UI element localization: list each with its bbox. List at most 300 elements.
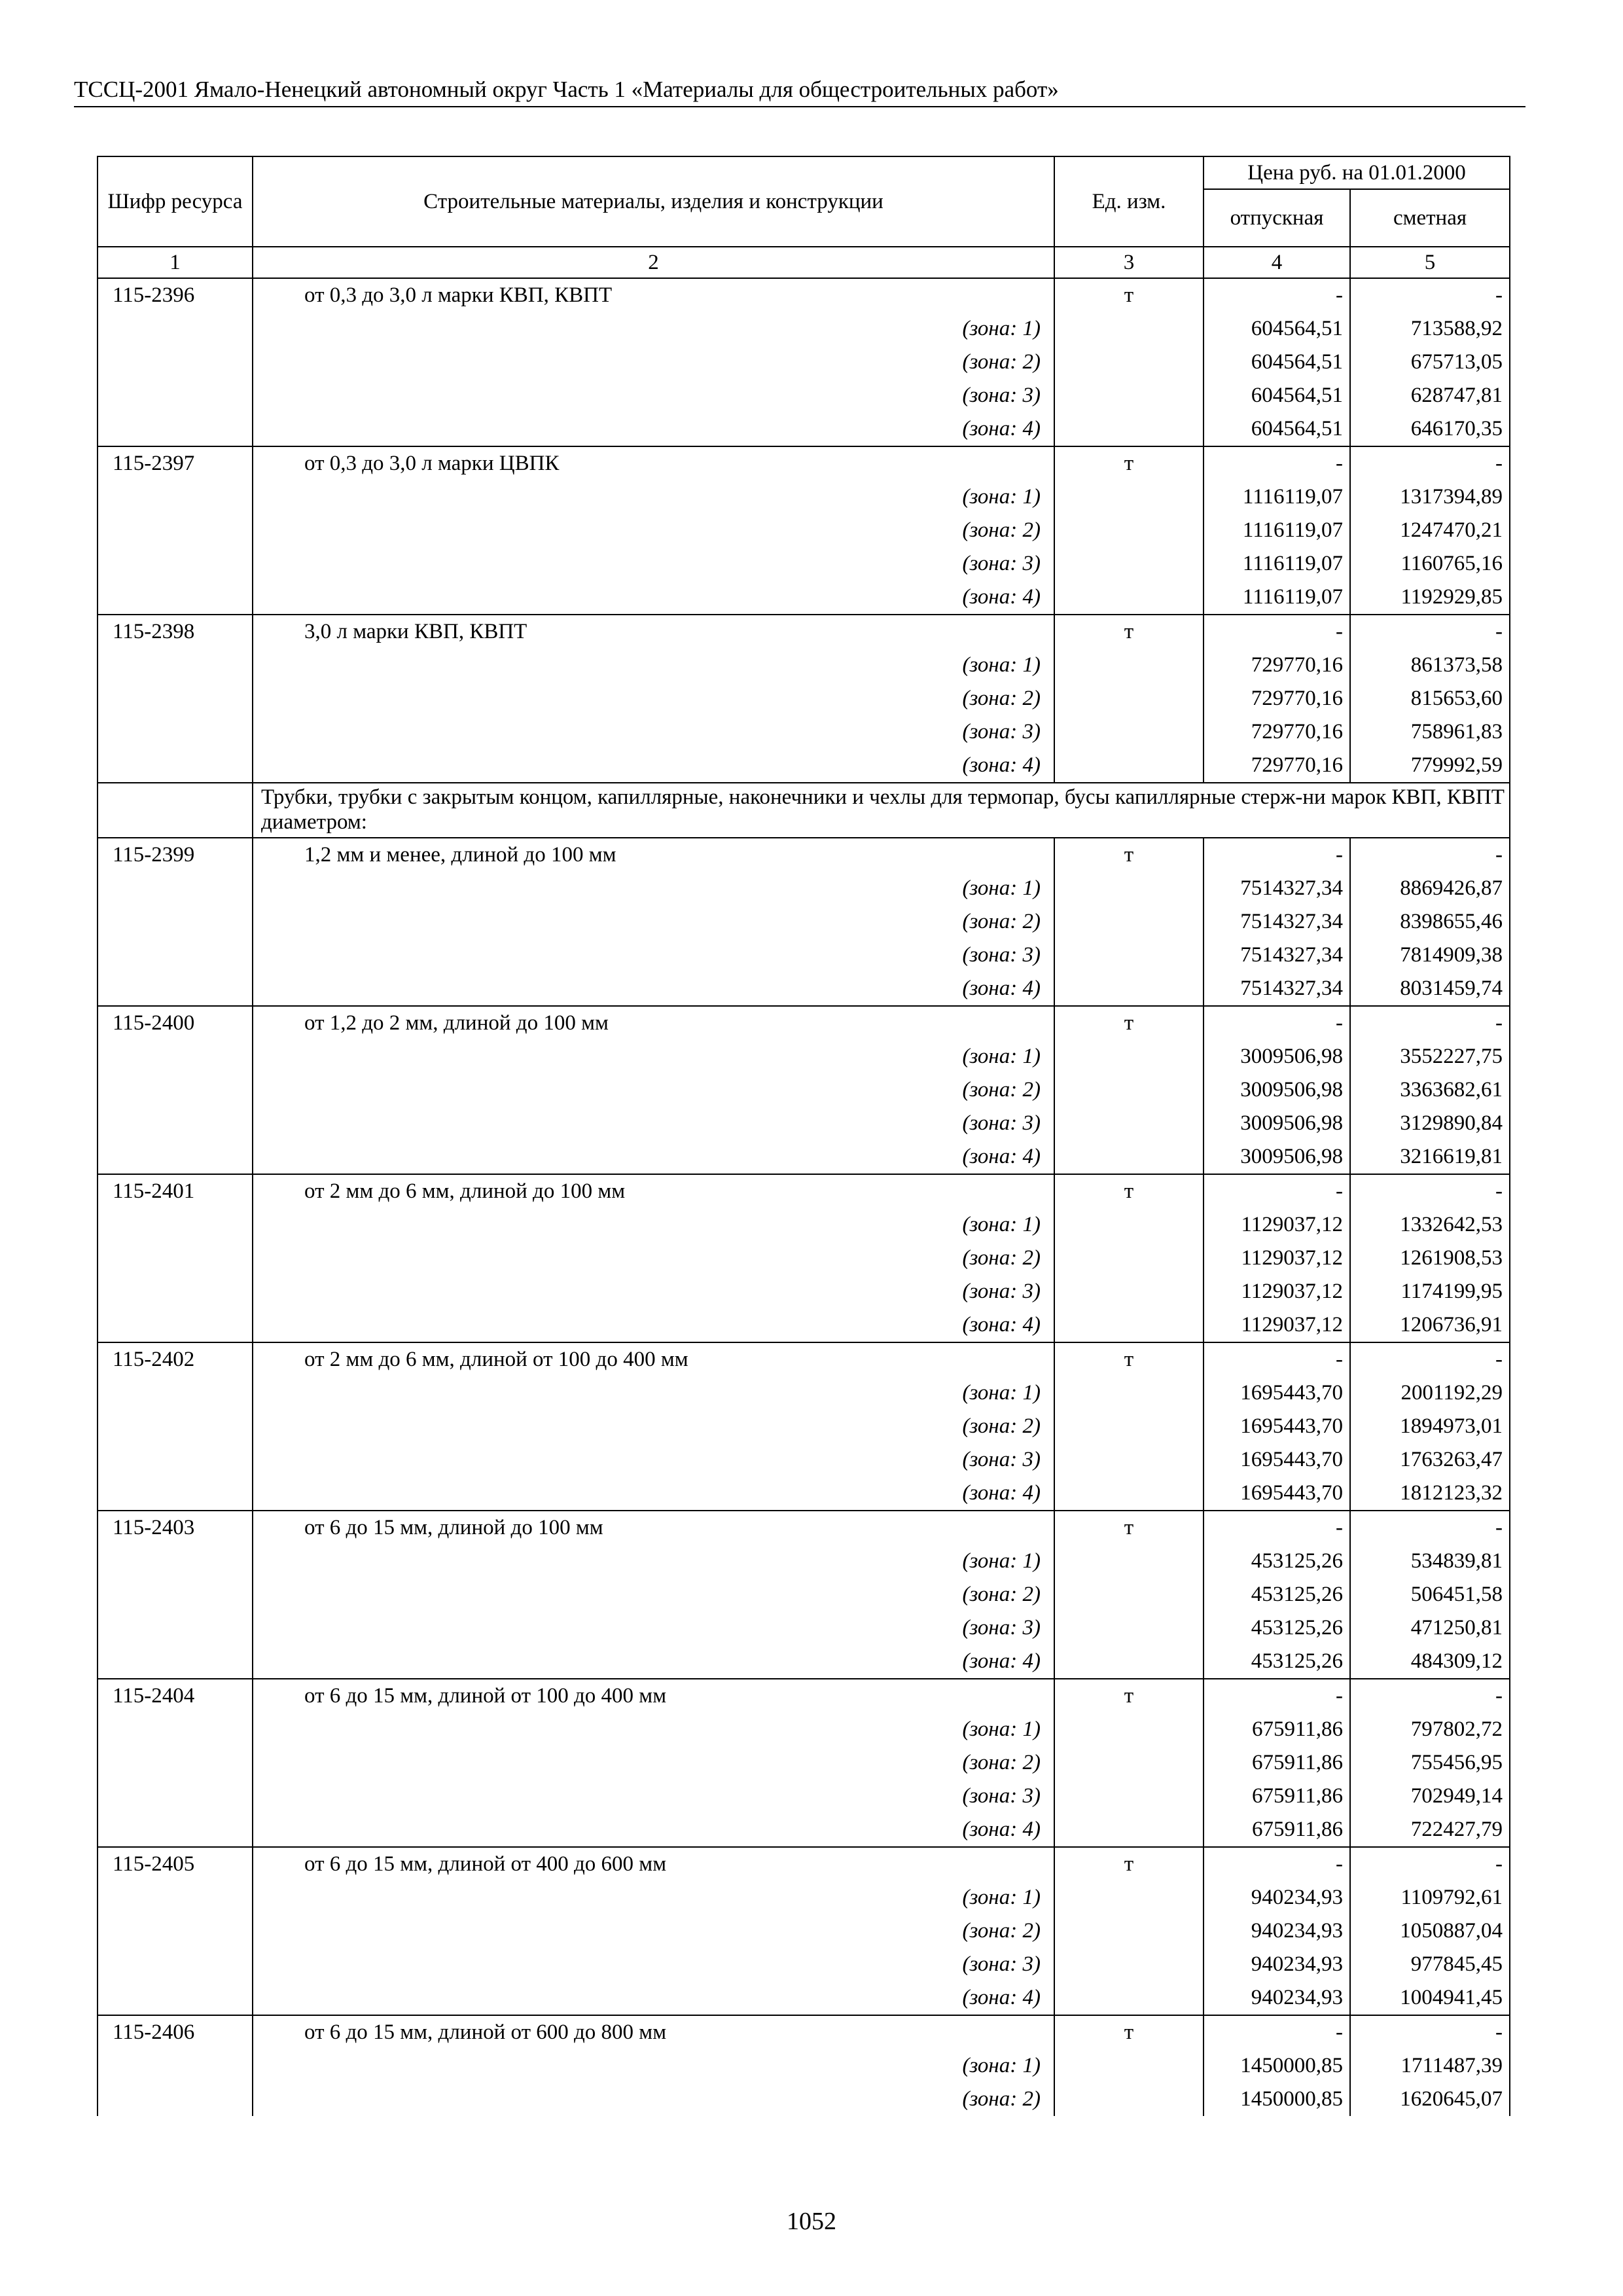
table-cell-empty <box>98 1477 253 1511</box>
table-cell-empty <box>98 1545 253 1578</box>
release-price-cell: 7514327,34 <box>1204 972 1350 1006</box>
table-cell-empty <box>1054 1948 1204 1981</box>
table-cell-empty <box>98 872 253 905</box>
estimate-price-cell: 8031459,74 <box>1350 972 1510 1006</box>
unit-cell: т <box>1054 838 1204 872</box>
table-cell-empty <box>1054 2049 1204 2083</box>
table-cell-empty <box>98 1073 253 1107</box>
price-table <box>97 156 1510 2116</box>
release-price-cell: 940234,93 <box>1204 1981 1350 2015</box>
estimate-price-cell: 815653,60 <box>1350 682 1510 715</box>
table-cell-empty <box>1054 1645 1204 1679</box>
table-row-item <box>98 2015 1510 2049</box>
table-cell-empty <box>1054 1140 1204 1174</box>
estimate-price-cell: 2001192,29 <box>1350 1376 1510 1410</box>
estimate-price-cell: - <box>1350 615 1510 649</box>
estimate-price-cell: 646170,35 <box>1350 412 1510 446</box>
estimate-price-cell: 702949,14 <box>1350 1780 1510 1813</box>
table-cell-empty <box>1054 1881 1204 1914</box>
table-cell-empty <box>1054 312 1204 346</box>
table-cell-empty <box>1054 1208 1204 1242</box>
table-row-zone <box>98 1040 1510 1073</box>
estimate-price-cell: 3363682,61 <box>1350 1073 1510 1107</box>
table-cell-empty <box>1054 1242 1204 1275</box>
estimate-price-cell: - <box>1350 1679 1510 1713</box>
table-cell-empty <box>1054 1746 1204 1780</box>
release-price-cell: 729770,16 <box>1204 649 1350 682</box>
estimate-price-cell: 722427,79 <box>1350 1813 1510 1847</box>
table-row-zone <box>98 1376 1510 1410</box>
zone-label: (зона: 2) <box>253 1746 1054 1780</box>
table-cell-empty <box>98 715 253 749</box>
table-row-zone <box>98 1275 1510 1308</box>
estimate-price-cell: 1763263,47 <box>1350 1443 1510 1477</box>
material-name: от 0,3 до 3,0 л марки КВП, КВПТ <box>253 278 1054 312</box>
release-price-cell: 940234,93 <box>1204 1914 1350 1948</box>
table-cell-empty <box>1054 1443 1204 1477</box>
table-cell-empty <box>1054 872 1204 905</box>
unit-cell: т <box>1054 446 1204 480</box>
release-price-cell: 7514327,34 <box>1204 939 1350 972</box>
estimate-price-cell: 755456,95 <box>1350 1746 1510 1780</box>
zone-label: (зона: 2) <box>253 682 1054 715</box>
zone-label: (зона: 3) <box>253 547 1054 581</box>
release-price-cell: 604564,51 <box>1204 312 1350 346</box>
zone-label: (зона: 1) <box>253 1040 1054 1073</box>
column-header-release-price: отпускная <box>1204 189 1350 247</box>
table-row-zone <box>98 1746 1510 1780</box>
release-price-cell: - <box>1204 446 1350 480</box>
table-cell-empty <box>1054 581 1204 615</box>
table-row-zone <box>98 1914 1510 1948</box>
estimate-price-cell: - <box>1350 1847 1510 1881</box>
table-row-zone <box>98 514 1510 547</box>
table-row-item <box>98 615 1510 649</box>
group-heading-row <box>98 783 1510 838</box>
unit-cell: т <box>1054 1006 1204 1040</box>
table-cell-empty <box>1054 514 1204 547</box>
zone-label: (зона: 4) <box>253 581 1054 615</box>
estimate-price-cell: 484309,12 <box>1350 1645 1510 1679</box>
table-row-zone <box>98 872 1510 905</box>
estimate-price-cell: 861373,58 <box>1350 649 1510 682</box>
estimate-price-cell: 471250,81 <box>1350 1611 1510 1645</box>
table-row-zone <box>98 1578 1510 1611</box>
table-cell-empty <box>98 1107 253 1140</box>
table-cell-empty <box>1054 715 1204 749</box>
release-price-cell: 729770,16 <box>1204 715 1350 749</box>
table-row-zone <box>98 1073 1510 1107</box>
table-cell-empty <box>98 2083 253 2116</box>
column-number: 3 <box>1054 247 1204 278</box>
table-row-item <box>98 446 1510 480</box>
release-price-cell: 1129037,12 <box>1204 1242 1350 1275</box>
resource-code: 115-2405 <box>98 1847 253 1881</box>
table-row-zone <box>98 1140 1510 1174</box>
table-cell-empty <box>1054 480 1204 514</box>
zone-label: (зона: 4) <box>253 1477 1054 1511</box>
table-cell-empty <box>1054 905 1204 939</box>
table-row-zone <box>98 1948 1510 1981</box>
release-price-cell: 453125,26 <box>1204 1611 1350 1645</box>
table-cell-empty <box>98 972 253 1006</box>
table-cell-empty <box>1054 1780 1204 1813</box>
resource-code: 115-2406 <box>98 2015 253 2049</box>
table-cell-empty <box>98 1981 253 2015</box>
release-price-cell: 1695443,70 <box>1204 1443 1350 1477</box>
release-price-cell: 1129037,12 <box>1204 1208 1350 1242</box>
zone-label: (зона: 3) <box>253 715 1054 749</box>
material-name: от 2 мм до 6 мм, длиной до 100 мм <box>253 1174 1054 1208</box>
page-header-title: ТССЦ-2001 Ямало-Ненецкий автономный округ Часть 1 «Материалы для общестроительных работ» <box>74 77 1059 102</box>
material-name: от 0,3 до 3,0 л марки ЦВПК <box>253 446 1054 480</box>
table-row-item <box>98 1174 1510 1208</box>
zone-label: (зона: 4) <box>253 1981 1054 2015</box>
zone-label: (зона: 1) <box>253 480 1054 514</box>
table-row-item <box>98 1679 1510 1713</box>
table-cell-empty <box>1054 1545 1204 1578</box>
estimate-price-cell: - <box>1350 838 1510 872</box>
table-cell-empty <box>1054 1813 1204 1847</box>
table-row-item <box>98 1006 1510 1040</box>
table-cell-empty <box>98 1208 253 1242</box>
unit-cell: т <box>1054 278 1204 312</box>
release-price-cell: - <box>1204 1342 1350 1376</box>
estimate-price-cell: 534839,81 <box>1350 1545 1510 1578</box>
zone-label: (зона: 1) <box>253 872 1054 905</box>
estimate-price-cell: 1192929,85 <box>1350 581 1510 615</box>
release-price-cell: 1116119,07 <box>1204 581 1350 615</box>
table-row-zone <box>98 1208 1510 1242</box>
zone-label: (зона: 4) <box>253 1645 1054 1679</box>
release-price-cell: 453125,26 <box>1204 1645 1350 1679</box>
table-cell-empty <box>98 1611 253 1645</box>
estimate-price-cell: 1711487,39 <box>1350 2049 1510 2083</box>
table-row-item <box>98 1847 1510 1881</box>
estimate-price-cell: 713588,92 <box>1350 312 1510 346</box>
table-cell-empty <box>1054 1713 1204 1746</box>
release-price-cell: 1129037,12 <box>1204 1275 1350 1308</box>
table-cell-empty <box>1054 1073 1204 1107</box>
table-row-zone <box>98 649 1510 682</box>
table-cell-empty <box>98 379 253 412</box>
release-price-cell: 3009506,98 <box>1204 1140 1350 1174</box>
release-price-cell: - <box>1204 2015 1350 2049</box>
table-cell-empty <box>98 346 253 379</box>
table-cell-empty <box>98 783 253 838</box>
zone-label: (зона: 1) <box>253 312 1054 346</box>
zone-label: (зона: 3) <box>253 1275 1054 1308</box>
estimate-price-cell: 1160765,16 <box>1350 547 1510 581</box>
release-price-cell: 1116119,07 <box>1204 480 1350 514</box>
table-cell-empty <box>1054 682 1204 715</box>
table-cell-empty <box>1054 1040 1204 1073</box>
release-price-cell: - <box>1204 615 1350 649</box>
estimate-price-cell: 1247470,21 <box>1350 514 1510 547</box>
estimate-price-cell: 1894973,01 <box>1350 1410 1510 1443</box>
column-number: 4 <box>1204 247 1350 278</box>
release-price-cell: - <box>1204 1679 1350 1713</box>
estimate-price-cell: 758961,83 <box>1350 715 1510 749</box>
resource-code: 115-2403 <box>98 1511 253 1545</box>
table-cell-empty <box>1054 939 1204 972</box>
estimate-price-cell: 506451,58 <box>1350 1578 1510 1611</box>
zone-label: (зона: 4) <box>253 1813 1054 1847</box>
table-cell-empty <box>98 514 253 547</box>
estimate-price-cell: 1174199,95 <box>1350 1275 1510 1308</box>
release-price-cell: 1129037,12 <box>1204 1308 1350 1342</box>
table-row-zone <box>98 1813 1510 1847</box>
zone-label: (зона: 2) <box>253 2083 1054 2116</box>
table-cell-empty <box>98 1813 253 1847</box>
group-heading-text: Трубки, трубки с закрытым концом, капиллярные, наконечники и чехлы для термопар, бусы капиллярные стерж-ни марок КВП, КВПТ диаметром: <box>253 783 1510 838</box>
table-row-zone <box>98 1780 1510 1813</box>
table-body-after-group <box>98 838 1510 2116</box>
zone-label: (зона: 2) <box>253 905 1054 939</box>
table-cell-empty <box>98 1242 253 1275</box>
zone-label: (зона: 2) <box>253 1073 1054 1107</box>
table-cell-empty <box>98 1746 253 1780</box>
table-row-zone <box>98 972 1510 1006</box>
unit-cell: т <box>1054 1847 1204 1881</box>
estimate-price-cell: 3552227,75 <box>1350 1040 1510 1073</box>
estimate-price-cell: 7814909,38 <box>1350 939 1510 972</box>
material-name: от 6 до 15 мм, длиной от 100 до 400 мм <box>253 1679 1054 1713</box>
table-row-zone <box>98 1242 1510 1275</box>
table-row-zone <box>98 1881 1510 1914</box>
table-cell-empty <box>1054 412 1204 446</box>
table-cell-empty <box>98 1881 253 1914</box>
table-cell-empty <box>98 1040 253 1073</box>
unit-cell: т <box>1054 2015 1204 2049</box>
column-header-unit: Ед. изм. <box>1054 156 1204 247</box>
table-cell-empty <box>98 905 253 939</box>
table-cell-empty <box>1054 346 1204 379</box>
table-cell-empty <box>98 649 253 682</box>
material-name: от 6 до 15 мм, длиной до 100 мм <box>253 1511 1054 1545</box>
estimate-price-cell: - <box>1350 1174 1510 1208</box>
header-rule <box>74 106 1525 107</box>
zone-label: (зона: 1) <box>253 649 1054 682</box>
release-price-cell: 3009506,98 <box>1204 1073 1350 1107</box>
table-row-item <box>98 1511 1510 1545</box>
table-cell-empty <box>1054 1376 1204 1410</box>
table-cell-empty <box>98 581 253 615</box>
table-cell-empty <box>1054 1477 1204 1511</box>
material-name: от 6 до 15 мм, длиной от 400 до 600 мм <box>253 1847 1054 1881</box>
estimate-price-cell: 1620645,07 <box>1350 2083 1510 2116</box>
table-cell-empty <box>98 1443 253 1477</box>
table-cell-empty <box>98 682 253 715</box>
zone-label: (зона: 1) <box>253 1545 1054 1578</box>
release-price-cell: 675911,86 <box>1204 1780 1350 1813</box>
release-price-cell: - <box>1204 1847 1350 1881</box>
zone-label: (зона: 3) <box>253 1780 1054 1813</box>
release-price-cell: 675911,86 <box>1204 1813 1350 1847</box>
table-cell-empty <box>98 749 253 783</box>
table-cell-empty <box>1054 1578 1204 1611</box>
estimate-price-cell: 3129890,84 <box>1350 1107 1510 1140</box>
release-price-cell: 1450000,85 <box>1204 2083 1350 2116</box>
table-cell-empty <box>1054 547 1204 581</box>
table-row-item <box>98 278 1510 312</box>
table-cell-empty <box>98 1780 253 1813</box>
zone-label: (зона: 2) <box>253 346 1054 379</box>
estimate-price-cell: 1206736,91 <box>1350 1308 1510 1342</box>
table-cell-empty <box>1054 1914 1204 1948</box>
table-row-zone <box>98 1477 1510 1511</box>
zone-label: (зона: 1) <box>253 2049 1054 2083</box>
resource-code: 115-2400 <box>98 1006 253 1040</box>
page-number: 1052 <box>787 2208 836 2235</box>
table-row-zone <box>98 749 1510 783</box>
estimate-price-cell: - <box>1350 278 1510 312</box>
table-row-zone <box>98 346 1510 379</box>
table-cell-empty <box>98 1308 253 1342</box>
table-row-zone <box>98 1410 1510 1443</box>
table-row-zone <box>98 1545 1510 1578</box>
zone-label: (зона: 2) <box>253 1578 1054 1611</box>
table-cell-empty <box>1054 972 1204 1006</box>
release-price-cell: 675911,86 <box>1204 1713 1350 1746</box>
zone-label: (зона: 3) <box>253 1107 1054 1140</box>
zone-label: (зона: 3) <box>253 379 1054 412</box>
release-price-cell: 729770,16 <box>1204 749 1350 783</box>
table-row-zone <box>98 1443 1510 1477</box>
zone-label: (зона: 2) <box>253 1914 1054 1948</box>
table-row-zone <box>98 682 1510 715</box>
resource-code: 115-2396 <box>98 278 253 312</box>
table-row-zone <box>98 412 1510 446</box>
zone-label: (зона: 3) <box>253 1948 1054 1981</box>
estimate-price-cell: 977845,45 <box>1350 1948 1510 1981</box>
table-row-zone <box>98 581 1510 615</box>
table-body-before-group <box>98 278 1510 783</box>
table-cell-empty <box>1054 379 1204 412</box>
table-cell-empty <box>98 312 253 346</box>
release-price-cell: 3009506,98 <box>1204 1040 1350 1073</box>
zone-label: (зона: 3) <box>253 1611 1054 1645</box>
zone-label: (зона: 1) <box>253 1713 1054 1746</box>
table-cell-empty <box>1054 1410 1204 1443</box>
release-price-cell: 453125,26 <box>1204 1578 1350 1611</box>
estimate-price-cell: 675713,05 <box>1350 346 1510 379</box>
table-cell-empty <box>1054 749 1204 783</box>
table-cell-empty <box>98 1645 253 1679</box>
table-cell-empty <box>1054 1981 1204 2015</box>
table-cell-empty <box>98 1275 253 1308</box>
column-header-code: Шифр ресурса <box>98 156 253 247</box>
release-price-cell: - <box>1204 838 1350 872</box>
table-row-zone <box>98 939 1510 972</box>
table-row-zone <box>98 1611 1510 1645</box>
table-row-zone <box>98 1713 1510 1746</box>
release-price-cell: 940234,93 <box>1204 1881 1350 1914</box>
table-cell-empty <box>98 1713 253 1746</box>
unit-cell: т <box>1054 1342 1204 1376</box>
zone-label: (зона: 4) <box>253 972 1054 1006</box>
estimate-price-cell: - <box>1350 1511 1510 1545</box>
zone-label: (зона: 2) <box>253 1242 1054 1275</box>
zone-label: (зона: 4) <box>253 1140 1054 1174</box>
estimate-price-cell: 1332642,53 <box>1350 1208 1510 1242</box>
table-row-item <box>98 1342 1510 1376</box>
table-row-zone <box>98 2083 1510 2116</box>
estimate-price-cell: 3216619,81 <box>1350 1140 1510 1174</box>
table-cell-empty <box>1054 1275 1204 1308</box>
material-name: 1,2 мм и менее, длиной до 100 мм <box>253 838 1054 872</box>
estimate-price-cell: 8398655,46 <box>1350 905 1510 939</box>
table-group-heading-section <box>98 783 1510 838</box>
table-cell-empty <box>98 1376 253 1410</box>
table-cell-empty <box>1054 649 1204 682</box>
table-cell-empty <box>98 1914 253 1948</box>
column-header-name: Строительные материалы, изделия и конструкции <box>253 156 1054 247</box>
table-cell-empty <box>98 480 253 514</box>
release-price-cell: 729770,16 <box>1204 682 1350 715</box>
release-price-cell: 3009506,98 <box>1204 1107 1350 1140</box>
estimate-price-cell: 8869426,87 <box>1350 872 1510 905</box>
release-price-cell: 453125,26 <box>1204 1545 1350 1578</box>
table-row-zone <box>98 1107 1510 1140</box>
release-price-cell: - <box>1204 278 1350 312</box>
zone-label: (зона: 1) <box>253 1376 1054 1410</box>
release-price-cell: 604564,51 <box>1204 379 1350 412</box>
material-name: от 6 до 15 мм, длиной от 600 до 800 мм <box>253 2015 1054 2049</box>
estimate-price-cell: 1261908,53 <box>1350 1242 1510 1275</box>
table-cell-empty <box>1054 1611 1204 1645</box>
resource-code: 115-2401 <box>98 1174 253 1208</box>
resource-code: 115-2399 <box>98 838 253 872</box>
zone-label: (зона: 4) <box>253 749 1054 783</box>
unit-cell: т <box>1054 1679 1204 1713</box>
column-number: 2 <box>253 247 1054 278</box>
release-price-cell: - <box>1204 1511 1350 1545</box>
column-number: 1 <box>98 247 253 278</box>
table-cell-empty <box>98 1578 253 1611</box>
resource-code: 115-2397 <box>98 446 253 480</box>
table-row-zone <box>98 379 1510 412</box>
table-row-zone <box>98 715 1510 749</box>
column-number: 5 <box>1350 247 1510 278</box>
table-cell-empty <box>98 1948 253 1981</box>
unit-cell: т <box>1054 1174 1204 1208</box>
column-header-price-group: Цена руб. на 01.01.2000 <box>1204 156 1510 189</box>
estimate-price-cell: - <box>1350 1006 1510 1040</box>
zone-label: (зона: 3) <box>253 939 1054 972</box>
estimate-price-cell: - <box>1350 446 1510 480</box>
estimate-price-cell: 779992,59 <box>1350 749 1510 783</box>
release-price-cell: 1116119,07 <box>1204 547 1350 581</box>
release-price-cell: 604564,51 <box>1204 346 1350 379</box>
table-row-item <box>98 838 1510 872</box>
release-price-cell: 1116119,07 <box>1204 514 1350 547</box>
zone-label: (зона: 3) <box>253 1443 1054 1477</box>
table-cell-empty <box>1054 1107 1204 1140</box>
release-price-cell: 7514327,34 <box>1204 905 1350 939</box>
table-row-zone <box>98 1645 1510 1679</box>
table-row-zone <box>98 905 1510 939</box>
material-name: от 2 мм до 6 мм, длиной от 100 до 400 мм <box>253 1342 1054 1376</box>
zone-label: (зона: 4) <box>253 412 1054 446</box>
release-price-cell: 1450000,85 <box>1204 2049 1350 2083</box>
estimate-price-cell: - <box>1350 2015 1510 2049</box>
table-cell-empty <box>98 1140 253 1174</box>
estimate-price-cell: 628747,81 <box>1350 379 1510 412</box>
zone-label: (зона: 2) <box>253 1410 1054 1443</box>
table-cell-empty <box>1054 2083 1204 2116</box>
table-row-zone <box>98 2049 1510 2083</box>
